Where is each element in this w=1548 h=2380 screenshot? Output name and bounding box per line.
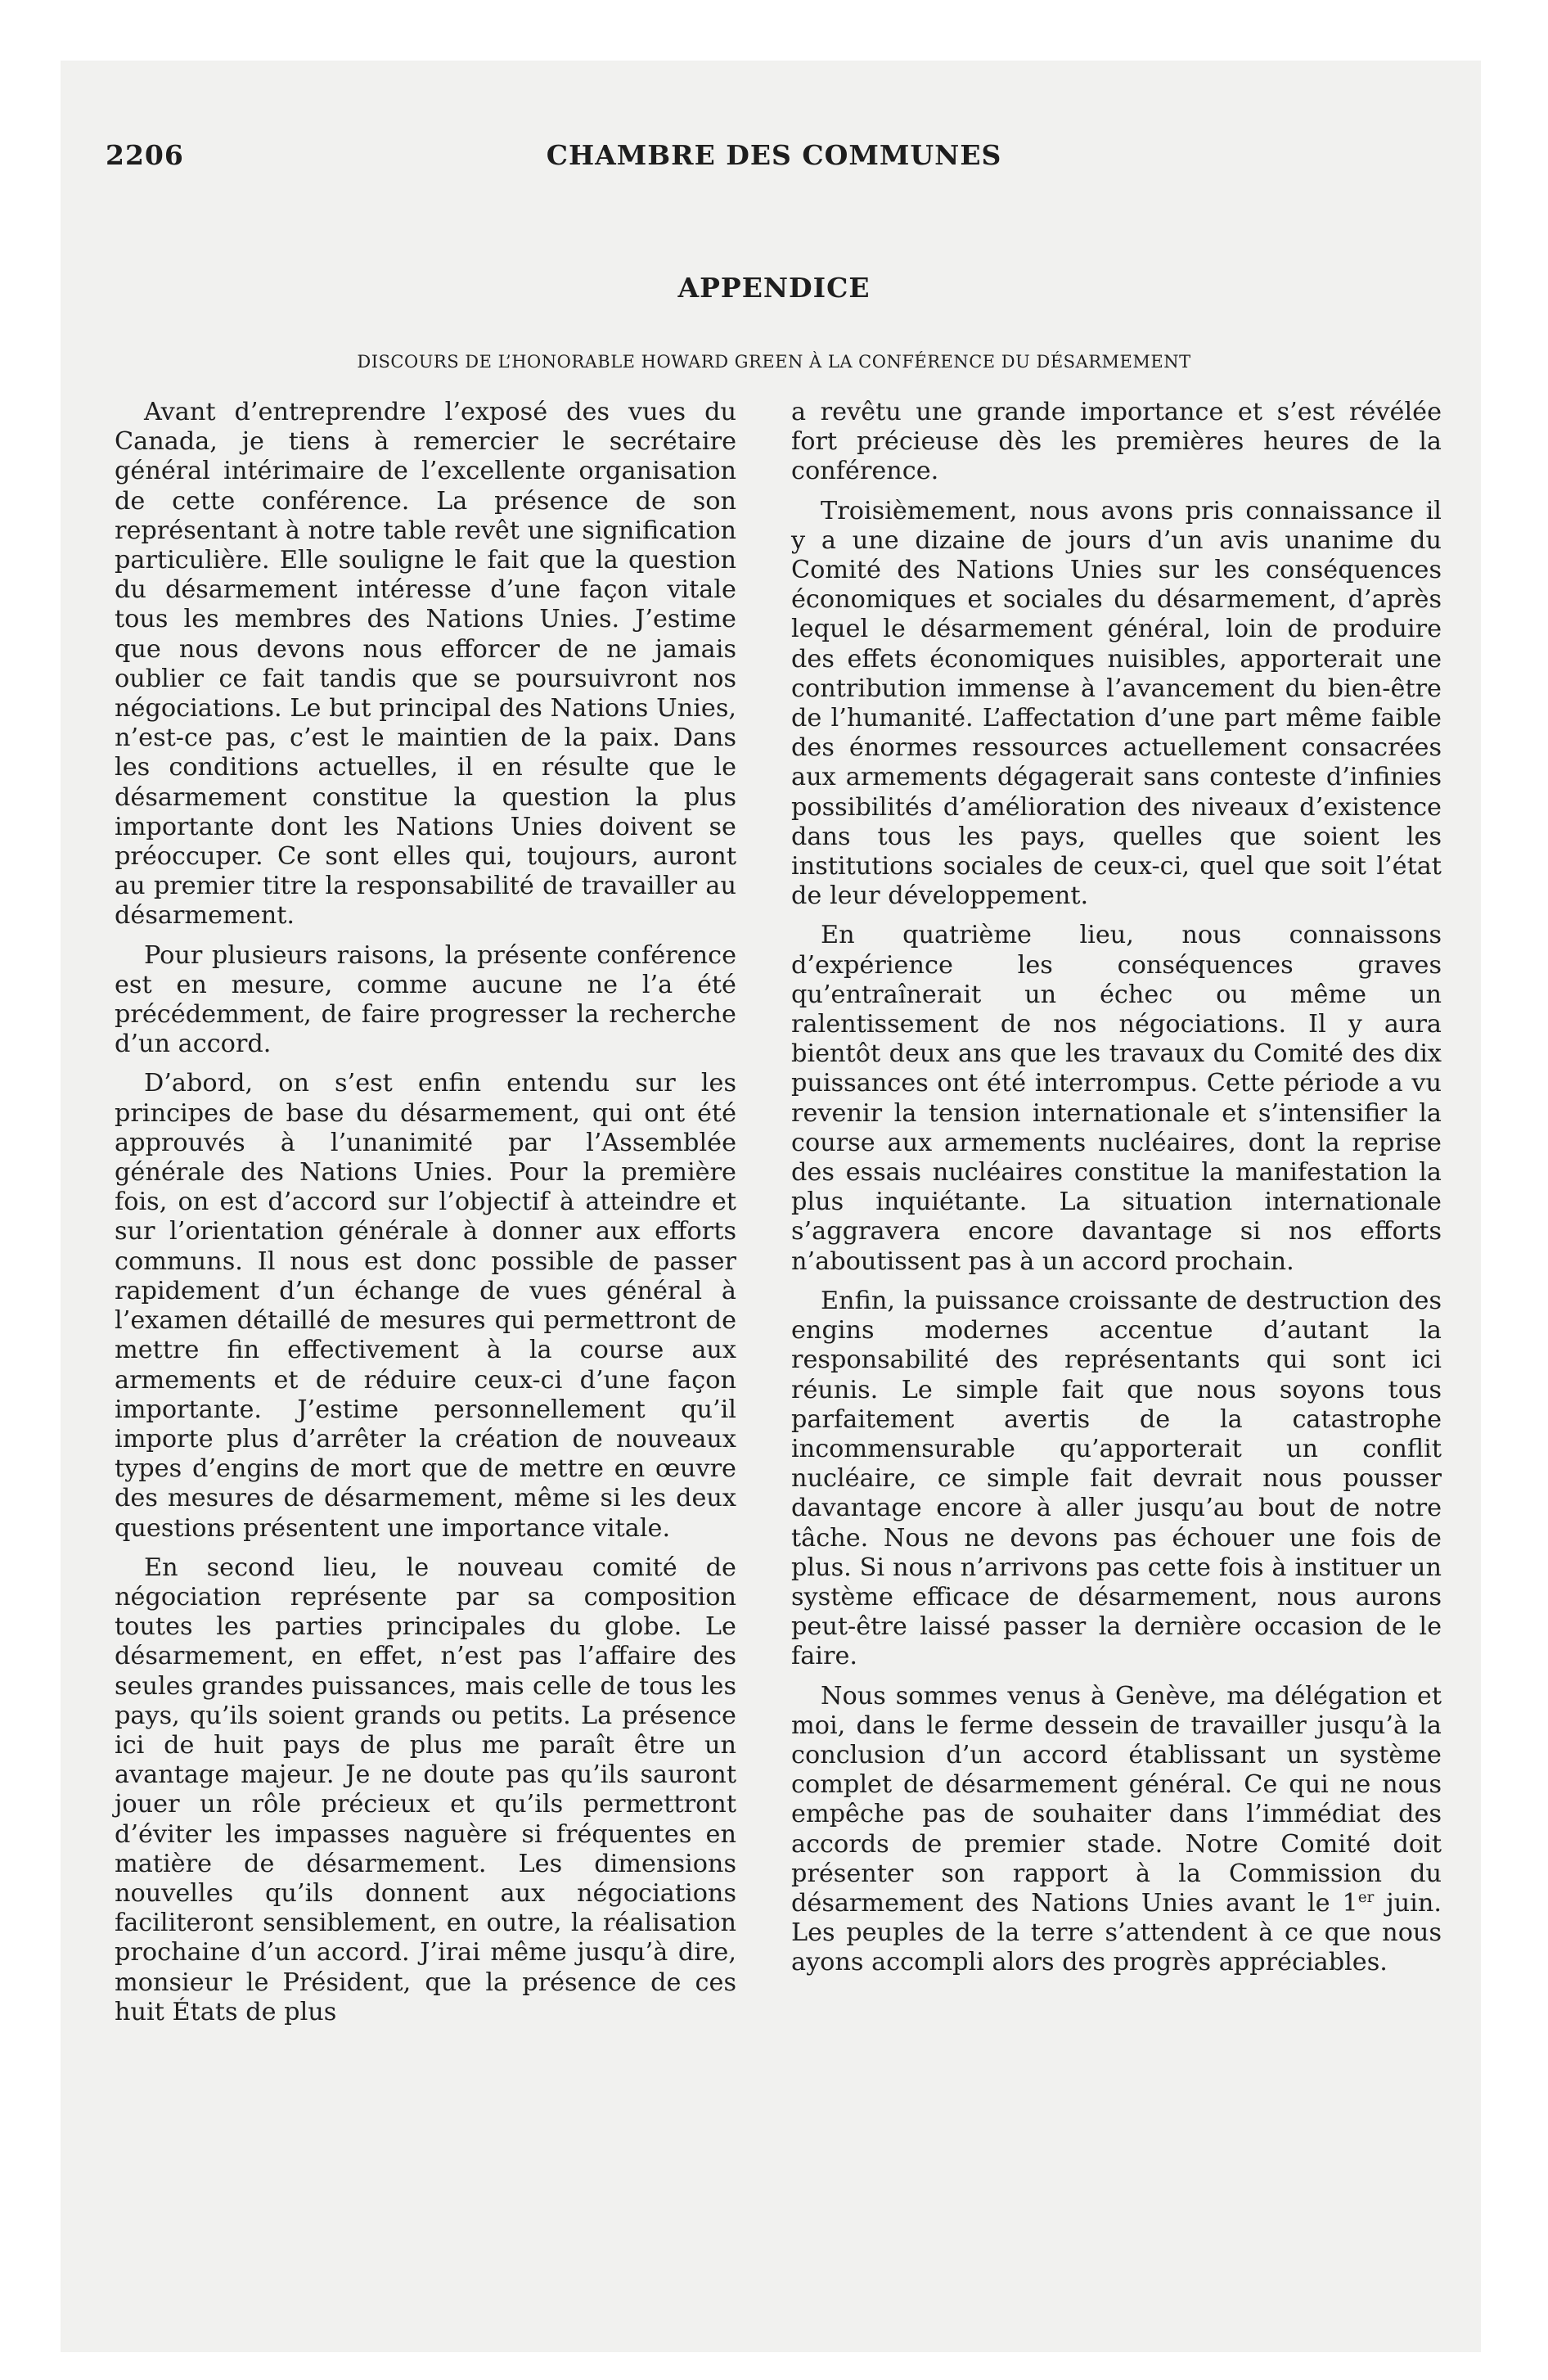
paragraph: D’abord, on s’est enfin entendu sur les principes de base du désarmement, qui ont été approuvés à l’unanimité par l’Assemblée générale des Nations Unies. Pour la première fois, on est d’accord sur l’objectif à atteindre et sur l’orientation générale à donner aux efforts communs. Il nous est donc possible de passer rapidement d’un échange de vues général à l’examen détaillé de mesures qui permettront de mettre fin effectivement à la course aux armements et de réduire ceux-ci d’une façon importante. J’estime personnellement qu’il importe plus d’arrêter la création de nouveaux types d’engins de mort que de mettre en œuvre des mesures de désarmement, même si les deux questions présentent une importance vitale. [115, 1069, 736, 1543]
page-number: 2206 [106, 139, 184, 171]
paragraph: Avant d’entreprendre l’exposé des vues du Canada, je tiens à remercier le secrétaire général intérimaire de l’excellente organisation de cette conférence. La présence de son représentant à notre table revêt une signification particulière. Elle souligne le fait que la question du désarmement intéresse d’une façon vitale tous les membres des Nations Unies. J’estime que nous devons nous efforcer de ne jamais oublier ce fait tandis que se poursuivront nos négociations. Le but principal des Nations Unies, n’est-ce pas, c’est le maintien de la paix. Dans les conditions actuelles, il en résulte que le désarmement constitue la question la plus importante dont les Nations Unies doivent se préoccuper. Ce sont elles qui, toujours, auront au premier titre la responsabilité de travailler au désarmement. [115, 398, 736, 931]
continued-paragraph: a revêtu une grande importance et s’est révélée fort précieuse dès les premières heures de la conférence. [791, 398, 1442, 486]
ordinal-superscript: er [1357, 1888, 1375, 1906]
paragraph: Pour plusieurs raisons, la présente conférence est en mesure, comme aucune ne l’a été précédemment, de faire progresser la recherche d’un accord. [115, 940, 736, 1059]
paragraph: Troisièmement, nous avons pris connaissance il y a une dizaine de jours d’un avis unanime du Comité des Nations Unies sur les conséquences économiques et sociales du désarmement, d’après lequel le désarmement général, loin de produire des effets économiques nuisibles, apporterait une contribution immense à l’avancement du bien-être de l’humanité. L’affectation d’une part même faible des énormes ressources actuellement consacrées aux armements dégagerait sans conteste d’infinies possibilités d’amélioration des niveaux d’existence dans tous les pays, quelles que soient les institutions sociales de ceux-ci, quel que soit l’état de leur développement. [791, 496, 1442, 911]
right-column [791, 398, 1442, 1988]
paragraph-text: Nous sommes venus à Genève, ma délégation et moi, dans le ferme dessein de travailler jusqu’à la conclusion d’un accord établissant un système complet de désarmement général. Ce qui ne nous empêche pas de souhaiter dans l’immédiat des accords de premier stade. Notre Comité doit présenter son rapport à la Commission du désarmement des Nations Unies avant le 1 [791, 1681, 1442, 1918]
section-title: APPENDICE [677, 272, 871, 304]
left-column [115, 398, 736, 2037]
paragraph: Enfin, la puissance croissante de destruction des engins modernes accentue d’autant la responsabilité des représentants qui sont ici réunis. Le simple fait que nous soyons tous parfaitement avertis de la catastrophe incommensurable qu’apporterait un conflit nucléaire, ce simple fait devrait nous pousser davantage encore à aller jusqu’au bout de notre tâche. Nous ne devons pas échouer une fois de plus. Si nous n’arrivons pas cette fois à instituer un système efficace de désarmement, nous aurons peut-être laissé passer la dernière occasion de le faire. [791, 1286, 1442, 1671]
paragraph: En quatrième lieu, nous connaissons d’expérience les conséquences graves qu’entraînerait un échec ou même un ralentissement de nos négociations. Il y aura bientôt deux ans que les travaux du Comité des dix puissances ont été interrompus. Cette période a vu revenir la tension internationale et s’intensifier la course aux armements nucléaires, dont la reprise des essais nucléaires constitue la manifestation la plus inquiétante. La situation internationale s’aggravera encore davantage si nos efforts n’aboutissent pas à un accord prochain. [791, 921, 1442, 1276]
speech-subtitle: DISCOURS DE L’HONORABLE HOWARD GREEN À LA CONFÉRENCE DU DÉSARMEMENT [357, 352, 1191, 372]
paragraph [791, 1682, 1442, 1978]
running-title: CHAMBRE DES COMMUNES [546, 139, 1002, 171]
paragraph: En second lieu, le nouveau comité de négociation représente par sa composition toutes les parties principales du globe. Le désarmement, en effet, n’est pas l’affaire des seules grandes puissances, mais celle de tous les pays, qu’ils soient grands ou petits. La présence ici de huit pays de plus me paraît être un avantage majeur. Je ne doute pas qu’ils sauront jouer un rôle précieux et qu’ils permettront d’éviter les impasses naguère si fréquentes en matière de désarmement. Les dimensions nouvelles qu’ils donnent aux négociations faciliteront sensiblement, en outre, la réalisation prochaine d’un accord. J’irai même jusqu’à dire, monsieur le Président, que la présence de ces huit États de plus [115, 1553, 736, 2026]
paragraph-text: juin. Les peuples de la terre s’attendent à ce que nous ayons accompli alors des progrès appréciables. [791, 1888, 1442, 1977]
